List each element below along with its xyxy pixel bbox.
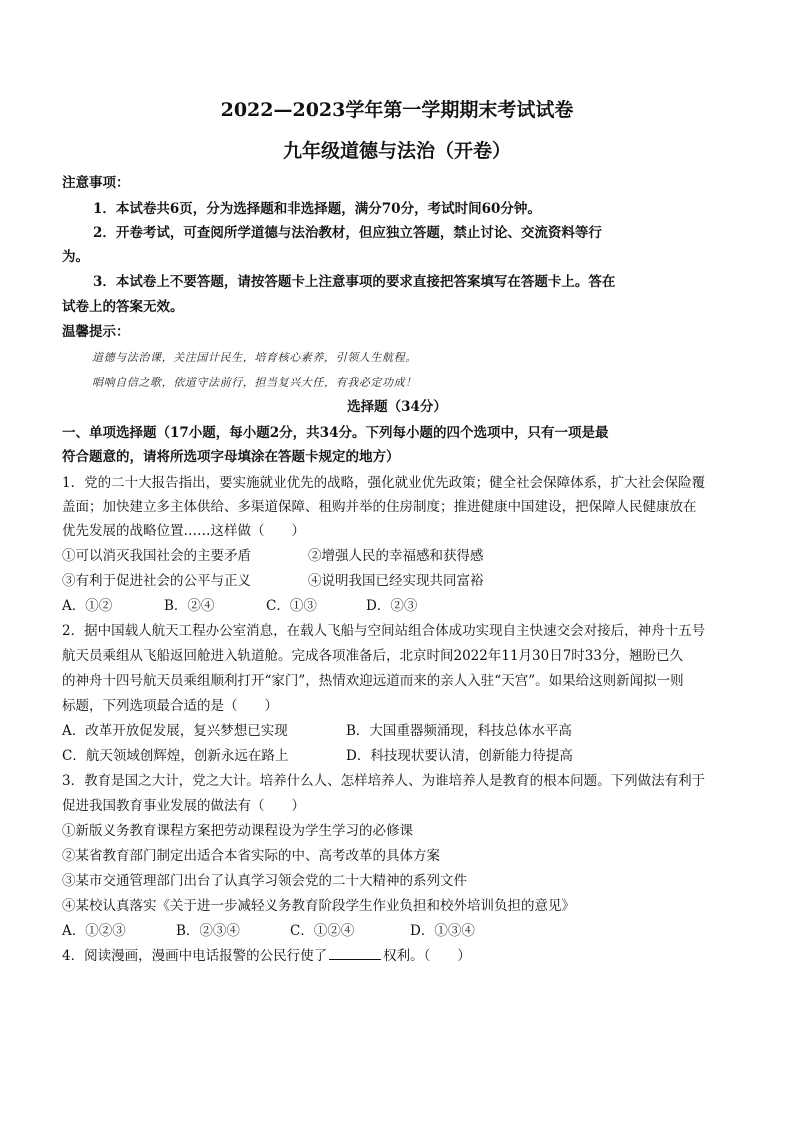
q3-stem-line1: 3．教育是国之大计，党之大计。培养什么人、怎样培养人、为谁培养人是教育的根本问题。下列做法有利于 [62,773,706,789]
tips-heading: 温馨提示： [62,324,130,340]
q2-option-c: C．航天领域创辉煌，创新永远在路上 [62,748,289,764]
q1-option-a: A．①② [62,598,113,614]
q1-statement-2: ②增强人民的幸福感和获得感 [308,548,484,564]
q4-answer-blank [329,947,381,960]
tips-line-2: 唱响自信之歌，依道守法前行，担当复兴大任，有我必定功成！ [92,376,417,389]
q1-stem-line2: 盖面；加快建立多主体供给、多渠道保障、租购并举的住房制度；推进健康中国建设，把保障人民健康放在 [62,499,697,515]
q3-option-a: A．①②③ [62,923,126,939]
q1-statement-3: ③有利于促进社会的公平与正义 [62,573,251,589]
q3-statement-3: ③某市交通管理部门出台了认真学习领会党的二十大精神的系列文件 [62,873,467,889]
part1-instruction-cont: 符合题意的，请将所选项字母填涂在答题卡规定的地方） [62,449,400,465]
q3-option-d: D．①③④ [410,923,475,939]
q1-stem-line3: 优先发展的战略位置……这样做（ ） [62,523,305,539]
q1-statement-1: ①可以消灭我国社会的主要矛盾 [62,548,251,564]
q3-option-c: C．①②④ [290,923,355,939]
q4-stem-suffix: 权利。（ ） [383,948,471,964]
notice-item-3-cont: 试卷上的答案无效。 [62,299,184,315]
q2-option-a: A．改革开放促发展，复兴梦想已实现 [62,723,288,739]
notice-item-3: 3．本试卷上不要答题，请按答题卡上注意事项的要求直接把答案填写在答题卡上。答在 [93,274,616,290]
q3-statement-4: ④某校认真落实《关于进一步减轻义务教育阶段学生作业负担和校外培训负担的意见》 [62,898,575,914]
q2-stem-line4: 标题，下列选项最合适的是（ ） [62,698,278,714]
q3-stem-line2: 促进我国教育事业发展的做法有（ ） [62,798,305,814]
q1-option-c: C．①③ [266,598,317,614]
q1-stem-line1: 1．党的二十大报告指出，要实施就业优先的战略，强化就业优先政策；健全社会保障体系，扩大社会保险覆 [62,475,706,491]
part1-instruction: 一、单项选择题（17小题，每小题2分，共34分。下列每小题的四个选项中，只有一项是最 [62,425,609,441]
notice-item-2-cont: 为。 [62,249,89,265]
q1-option-d: D．②③ [366,598,418,614]
notice-item-2: 2．开卷考试，可查阅所学道德与法治教材，但应独立答题，禁止讨论、交流资料等行 [93,225,602,241]
q3-option-b: B．②③④ [176,923,240,939]
q1-statement-4: ④说明我国已经实现共同富裕 [308,573,484,589]
exam-subtitle: 九年级道德与法治（开卷） [282,140,511,162]
q2-stem-line2: 航天员乘组从飞船返回舱进入轨道舱。完成各项准备后，北京时间2022年11月30日7时33分，翘盼已久 [62,648,683,664]
section-title: 选择题（34分） [347,399,447,415]
q1-option-b: B．②④ [164,598,215,614]
notice-item-1: 1．本试卷共6页，分为选择题和非选择题，满分70分，考试时间60分钟。 [93,201,541,217]
exam-title: 2022—2023学年第一学期期末考试试卷 [220,99,574,121]
q3-statement-1: ①新版义务教育课程方案把劳动课程设为学生学习的必修课 [62,823,413,839]
tips-line-1: 道德与法治课，关注国计民生，培育核心素养，引领人生航程。 [92,351,417,364]
q2-stem-line1: 2．据中国载人航天工程办公室消息，在载人飞船与空间站组合体成功实现自主快速交会对接后，神舟十五号 [62,623,706,639]
q2-stem-line3: 的神舟十四号航天员乘组顺利打开“家门”，热情欢迎远道而来的亲人入驻“天宫”。如果给这则新闻拟一则 [62,673,684,689]
notice-heading: 注意事项： [62,175,130,191]
q4-stem [62,947,471,965]
q4-stem-prefix: 4．阅读漫画，漫画中电话报警的公民行使了 [62,948,328,964]
q3-statement-2: ②某省教育部门制定出适合本省实际的中、高考改革的具体方案 [62,848,440,864]
q2-option-b: B．大国重器频涌现，科技总体水平高 [346,723,572,739]
q2-option-d: D．科技现状要认清，创新能力待提高 [346,748,573,764]
